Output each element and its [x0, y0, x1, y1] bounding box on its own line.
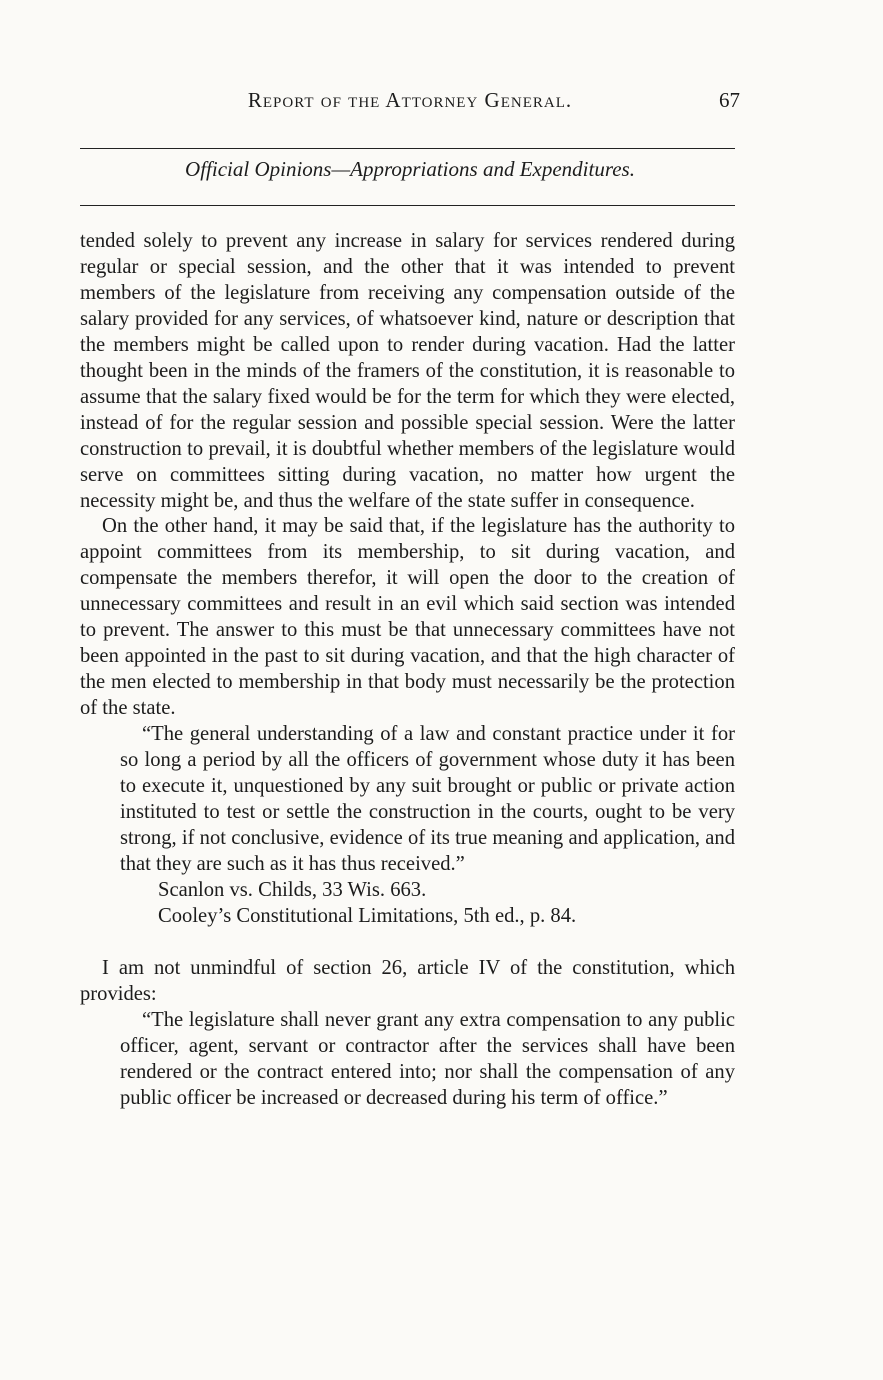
- paragraph: I am not unmindful of section 26, article IV of the constitution, which provides:: [80, 956, 735, 1005]
- block-quote: “The general understanding of a law and constant practice under it for so long a period by all the officers of government whose duty it has been to execute it, unquestioned by any suit brought or public or private action instituted to test or settle the construction in the courts, ought to be very strong, if not conclusive, evidence of its true meaning and application, and that they are such as it has thus received.”: [120, 723, 735, 875]
- citation: Scanlon vs. Childs, 33 Wis. 663.: [158, 878, 427, 901]
- section-heading: Official Opinions—Appropriations and Expenditures.: [185, 157, 635, 181]
- body-text: [80, 229, 735, 1111]
- running-head: [80, 88, 740, 118]
- citation: Cooley’s Constitutional Limitations, 5th ed., p. 84.: [158, 904, 577, 927]
- paragraph: On the other hand, it may be said that, if the legislature has the authority to appoint committees from its membership, to sit during vacation, and compensate the members therefor, it will open the door to the creation of unnecessary committees and result in an evil which said section was intended to prevent. The answer to this must be that unnecessary committees have not been appointed in the past to sit during vacation, and that the high character of the men elected to membership in that body must necessarily be the protection of the state.: [80, 515, 735, 720]
- block-quote: “The legislature shall never grant any extra compensation to any public officer, agent, servant or contractor after the services shall have been rendered or the contract entered into; nor shall the compensation of any public officer be increased or decreased during his term of office.”: [120, 1008, 735, 1109]
- running-title: Report of the Attorney General.: [247, 88, 573, 112]
- header-rule-top: [80, 148, 735, 149]
- paragraph-continued: tended solely to prevent any increase in salary for services rendered during regular or special session, and the other that it was intended to prevent members of the legislature from receiving any compensation outside of the salary provided for any services, of whatsoever kind, nature or description that the members might be called upon to render during vacation. Had the latter thought been in the minds of the framers of the constitution, it is reasonable to assume that the salary fixed would be for the term for which they were elected, instead of for the regular session and possible special session. Were the latter construction to prevail, it is doubtful whether members of the legislature would serve on committees sitting during vacation, no matter how urgent the necessity might be, and thus the welfare of the state suffer in consequence.: [80, 230, 735, 512]
- paragraph-gap: [80, 930, 735, 956]
- page-number: 67: [719, 88, 740, 112]
- header-rule-bottom: [80, 205, 735, 206]
